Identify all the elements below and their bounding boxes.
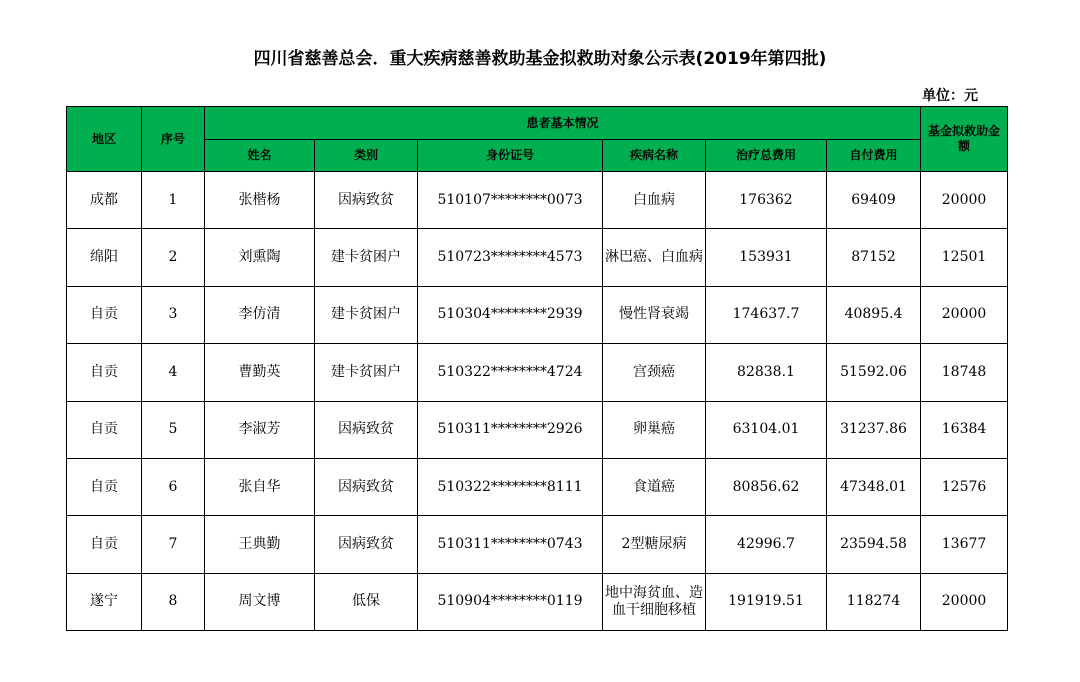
cell-category: 建卡贫困户: [315, 229, 418, 286]
cell-total-cost: 42996.7: [706, 516, 827, 573]
cell-disease: 食道癌: [603, 458, 706, 515]
cell-category: 建卡贫困户: [315, 344, 418, 401]
cell-self-paid: 47348.01: [827, 458, 921, 515]
page-title: 四川省慈善总会．重大疾病慈善救助基金拟救助对象公示表(2019年第四批): [253, 49, 827, 69]
cell-region: 遂宁: [67, 573, 142, 630]
cell-name: 刘熏陶: [205, 229, 315, 286]
cell-fund-amount: 13677: [921, 516, 1008, 573]
cell-seq: 7: [142, 516, 205, 573]
cell-seq: 8: [142, 573, 205, 630]
cell-total-cost: 174637.7: [706, 286, 827, 343]
cell-total-cost: 191919.51: [706, 573, 827, 630]
cell-region: 绵阳: [67, 229, 142, 286]
cell-fund-amount: 16384: [921, 401, 1008, 458]
header-region: 地区: [67, 107, 142, 172]
cell-category: 低保: [315, 573, 418, 630]
cell-category: 因病致贫: [315, 516, 418, 573]
table-row: [67, 172, 1008, 229]
header-id-number: 身份证号: [418, 140, 603, 172]
cell-name: 张自华: [205, 458, 315, 515]
cell-disease: 2型糖尿病: [603, 516, 706, 573]
header-fund-amount: 基金拟救助金额: [921, 107, 1008, 172]
header-name: 姓名: [205, 140, 315, 172]
table-row: [67, 401, 1008, 458]
cell-name: 李仿清: [205, 286, 315, 343]
cell-id-number: 510904********0119: [418, 573, 603, 630]
relief-table: [66, 106, 1008, 631]
cell-id-number: 510723********4573: [418, 229, 603, 286]
cell-name: 张楷杨: [205, 172, 315, 229]
cell-total-cost: 80856.62: [706, 458, 827, 515]
cell-id-number: 510304********2939: [418, 286, 603, 343]
header-total-cost: 治疗总费用: [706, 140, 827, 172]
cell-region: 自贡: [67, 458, 142, 515]
cell-name: 王典勤: [205, 516, 315, 573]
cell-fund-amount: 12501: [921, 229, 1008, 286]
cell-self-paid: 51592.06: [827, 344, 921, 401]
cell-seq: 2: [142, 229, 205, 286]
cell-self-paid: 40895.4: [827, 286, 921, 343]
cell-fund-amount: 20000: [921, 172, 1008, 229]
cell-category: 建卡贫困户: [315, 286, 418, 343]
table-row: [67, 286, 1008, 343]
cell-region: 自贡: [67, 286, 142, 343]
cell-region: 自贡: [67, 516, 142, 573]
cell-seq: 6: [142, 458, 205, 515]
header-disease: 疾病名称: [603, 140, 706, 172]
cell-seq: 1: [142, 172, 205, 229]
cell-seq: 4: [142, 344, 205, 401]
table-row: [67, 229, 1008, 286]
cell-total-cost: 82838.1: [706, 344, 827, 401]
cell-fund-amount: 18748: [921, 344, 1008, 401]
cell-disease: 淋巴癌、白血病: [603, 229, 706, 286]
cell-name: 周文博: [205, 573, 315, 630]
cell-id-number: 510311********0743: [418, 516, 603, 573]
cell-name: 曹勤英: [205, 344, 315, 401]
table-row: [67, 458, 1008, 515]
cell-seq: 5: [142, 401, 205, 458]
cell-region: 自贡: [67, 344, 142, 401]
cell-id-number: 510322********4724: [418, 344, 603, 401]
header-seq: 序号: [142, 107, 205, 172]
cell-disease: 地中海贫血、造血干细胞移植: [603, 573, 706, 630]
cell-category: 因病致贫: [315, 172, 418, 229]
cell-total-cost: 176362: [706, 172, 827, 229]
cell-id-number: 510107********0073: [418, 172, 603, 229]
cell-name: 李淑芳: [205, 401, 315, 458]
header-self-paid: 自付费用: [827, 140, 921, 172]
cell-total-cost: 153931: [706, 229, 827, 286]
cell-disease: 慢性肾衰竭: [603, 286, 706, 343]
cell-category: 因病致贫: [315, 401, 418, 458]
cell-disease: 宫颈癌: [603, 344, 706, 401]
cell-self-paid: 69409: [827, 172, 921, 229]
header-patient-info: 患者基本情况: [205, 107, 921, 140]
header-category: 类别: [315, 140, 418, 172]
cell-region: 自贡: [67, 401, 142, 458]
unit-label: 单位：元: [922, 88, 978, 104]
cell-seq: 3: [142, 286, 205, 343]
table-row: [67, 344, 1008, 401]
cell-fund-amount: 12576: [921, 458, 1008, 515]
cell-self-paid: 23594.58: [827, 516, 921, 573]
table-row: [67, 573, 1008, 630]
cell-self-paid: 118274: [827, 573, 921, 630]
cell-total-cost: 63104.01: [706, 401, 827, 458]
cell-fund-amount: 20000: [921, 286, 1008, 343]
cell-self-paid: 87152: [827, 229, 921, 286]
cell-id-number: 510322********8111: [418, 458, 603, 515]
cell-category: 因病致贫: [315, 458, 418, 515]
cell-fund-amount: 20000: [921, 573, 1008, 630]
table-row: [67, 516, 1008, 573]
cell-id-number: 510311********2926: [418, 401, 603, 458]
cell-disease: 卵巢癌: [603, 401, 706, 458]
cell-disease: 白血病: [603, 172, 706, 229]
cell-self-paid: 31237.86: [827, 401, 921, 458]
cell-region: 成都: [67, 172, 142, 229]
